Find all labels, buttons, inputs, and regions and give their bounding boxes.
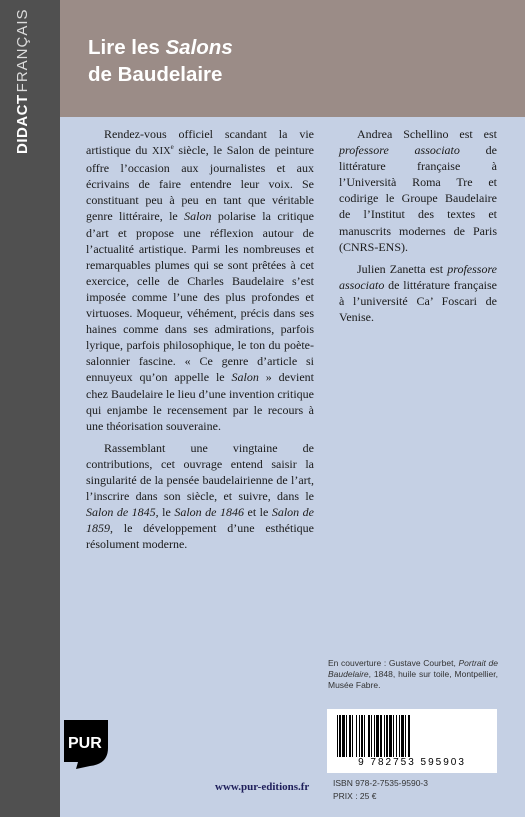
title-box xyxy=(60,0,525,117)
author-bio-2: Julien Zanetta est professore associato de littérature française à l’université Ca’ Foscari de Venise. xyxy=(339,261,497,325)
isbn-block xyxy=(333,777,428,803)
author-bio-1: Andrea Schellino est est professore associato de littérature française à l’Università Roma Tre et codirige le Groupe Baudelaire de l’Institut des textes et manuscrits modernes de Paris (CNRS-ENS). xyxy=(339,127,497,254)
barcode-bars xyxy=(337,715,487,757)
blurb-paragraph-2: Rassemblant une vingtaine de contributions, cet ouvrage entend saisir la singularité de la pensée baudelairienne de l’art, l’inscrire dans son siècle, et suivre, dans le Salon de 1845, le Salon de 1846 et le Salon de 1859, le développement d’une esthétique résolument moderne. xyxy=(86,440,315,552)
isbn-text: ISBN 978-2-7535-9590-3 xyxy=(333,778,428,788)
barcode-number: 9 782753 595903 xyxy=(358,757,466,768)
authors-column xyxy=(339,126,497,331)
blurb-paragraph-1: Rendez-vous officiel scandant la vie artistique du XIXe siècle, le Salon de peinture offre l’occasion aux journalistes et aux écrivains de faire entendre leur voix. Se constituant peu à peu en tant que véritable genre littéraire, le Salon polarise la critique d’art et propose une réflexion autour de l’actualité artistique. Parmi les nombreuses et remarquables plumes qui se sont prêtées à cet exercice, celle de Charles Baudelaire s’est imposée comme l’une des plus profondes et virtuoses. Moqueur, véhément, précis dans ses haines comme dans ses admirations, parfois lyrique, parfois philosophique, le ton du poète-salonnier fascine. « Ce genre d’article si ennuyeux qu’on appelle le Salon » devient chez Baudelaire le lieu d’une invention critique qui enjambe le recensement par le recours à une théorisation souveraine. xyxy=(86,127,315,433)
publisher-website[interactable]: www.pur-editions.fr xyxy=(215,781,310,793)
series-francais: FRANÇAIS xyxy=(14,8,31,93)
series-sidebar xyxy=(0,0,60,817)
series-didact: DIDACT xyxy=(14,94,31,154)
book-title xyxy=(88,34,233,88)
svg-text:PUR: PUR xyxy=(68,735,102,752)
title-pre: Lire les xyxy=(88,36,166,59)
pur-logo xyxy=(62,718,118,772)
barcode xyxy=(327,709,497,773)
title-line2: de Baudelaire xyxy=(88,63,223,86)
blurb-column xyxy=(86,126,314,558)
title-emph: Salons xyxy=(165,36,233,59)
cover-caption: En couverture : Gustave Courbet, Portrait de Baudelaire, 1848, huile sur toile, Montpellier, Musée Fabre. xyxy=(328,658,498,690)
price-text: PRIX : 25 € xyxy=(333,791,377,801)
series-label xyxy=(6,8,58,166)
